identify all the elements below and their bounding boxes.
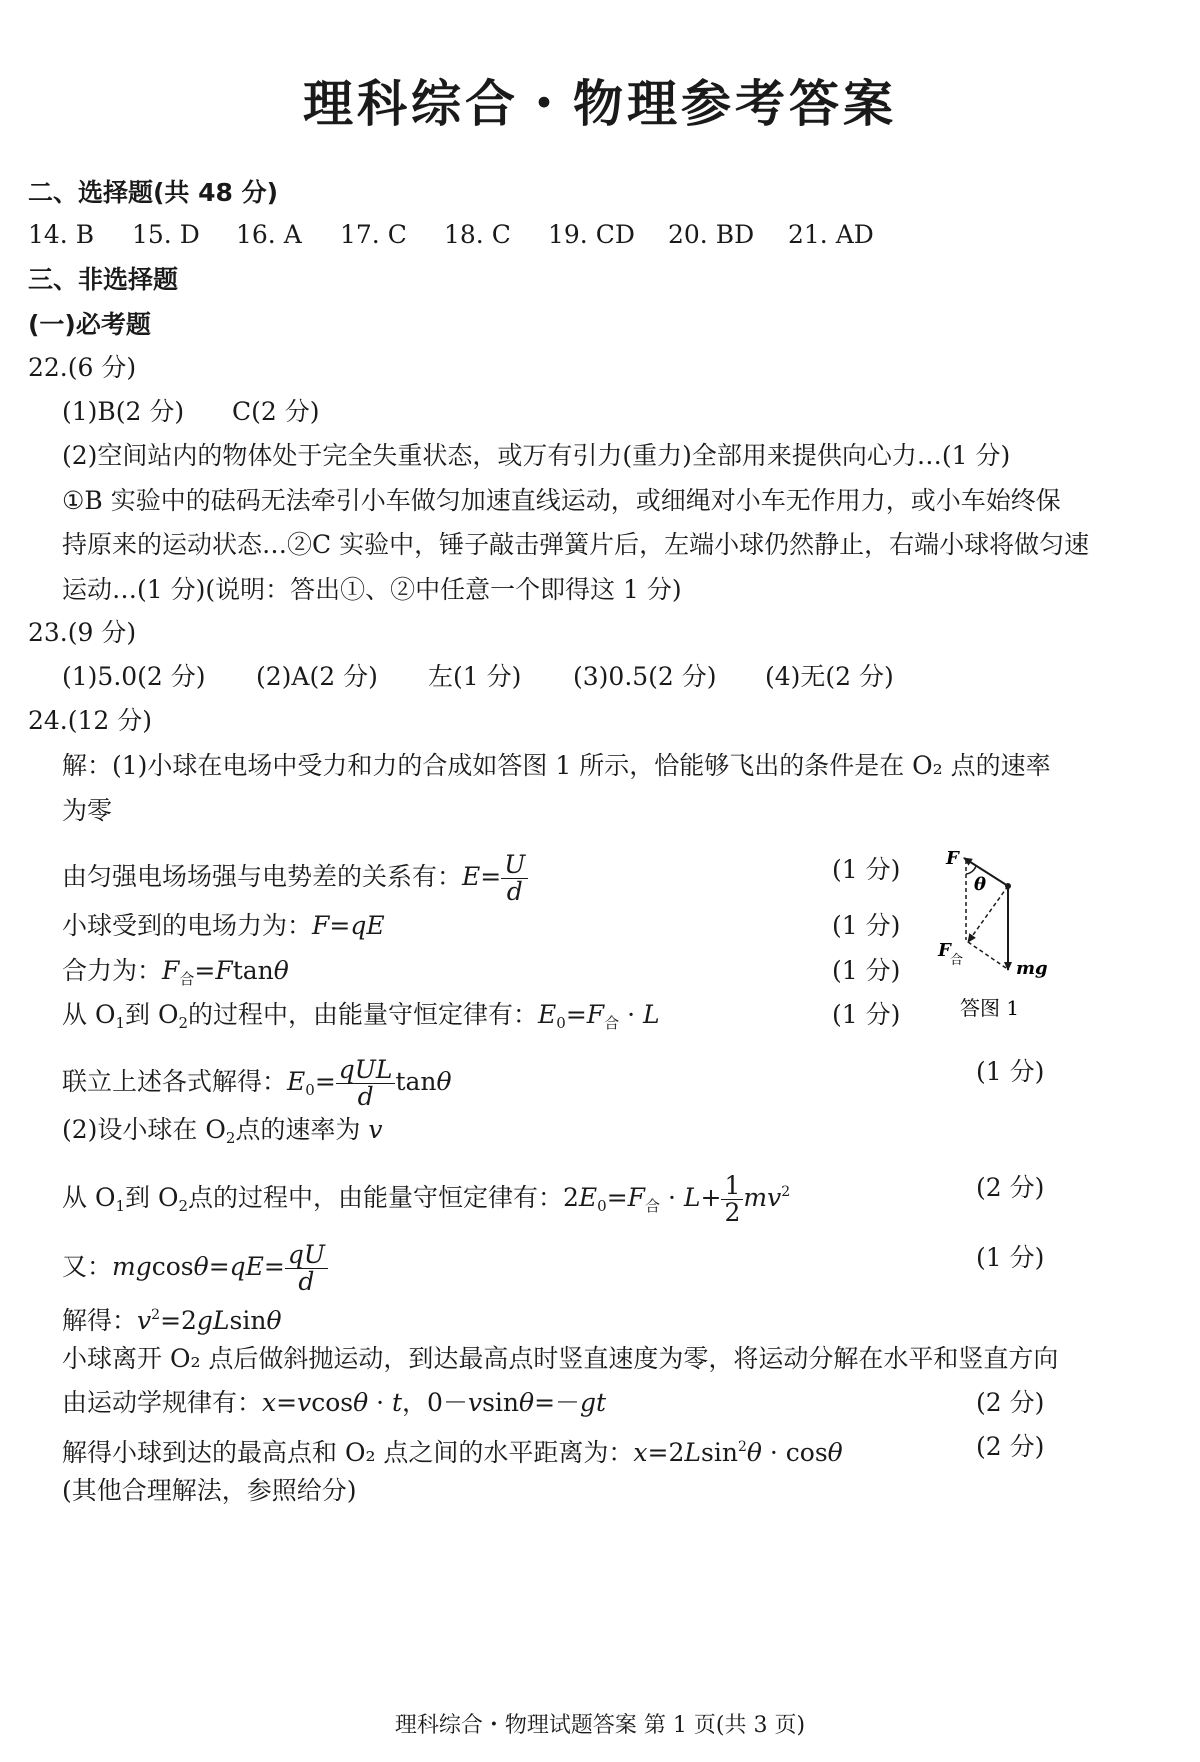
q22-part3-line2: 持原来的运动状态…②C 实验中，锤子敲击弹簧片后，左端小球仍然静止，右端小球将做匀速 [62, 530, 1090, 559]
choice-18: 18. C [444, 220, 511, 249]
section-3-subheading: (一)必考题 [28, 310, 151, 339]
q24-intro-line2: 为零 [62, 796, 113, 825]
page-footer: 理科综合・物理试题答案 第 1 页(共 3 页) [394, 1713, 806, 1738]
label-f-resultant: F [938, 940, 951, 961]
q24-eq-solve-1: 联立上述各式解得：$E_0=$ $\frac{\text{qUL}}{d}$ tanθ [62, 1055, 452, 1111]
choice-17: 17. C [340, 220, 407, 249]
q24-eq-kinematics: 由运动学规律有：x=vcosθ · t，0－vsinθ=－gt [62, 1388, 607, 1417]
q24-eq-field: 由匀强电场场强与电势差的关系有：E= $\frac{U}{d}$ [62, 852, 528, 905]
q22-part3-line3: 运动…(1 分)(说明：答出①、②中任意一个即得这 1 分) [62, 575, 682, 604]
q24-note: (其他合理解法，参照给分) [62, 1476, 357, 1505]
fraction-qul-over-d: $\frac{\text{qUL}}{d}$ [336, 1057, 396, 1110]
q24-eq-resultant: 合力为：$F_合=Ftan\theta$ [62, 956, 289, 988]
choice-16: 16. A [236, 220, 302, 249]
label-mg: mg [1016, 958, 1048, 979]
q24-score-5: (1 分) [976, 1057, 1045, 1086]
label-he: 合 [950, 953, 964, 968]
q24-score-1: (1 分) [832, 855, 901, 884]
q24-score-7: (1 分) [976, 1243, 1045, 1272]
figure-caption: 答图 1 [960, 996, 1020, 1020]
q24-projectile-text: 小球离开 O₂ 点后做斜抛运动，到达最高点时竖直速度为零，将运动分解在水平和竖直方向 [62, 1344, 1059, 1373]
q24-part2-intro: (2)设小球在 $O_2$点的速率为 v [62, 1115, 383, 1147]
q24-eq-energy-2: 从 $O_1$到 $O_2$点的过程中，由能量守恒定律有：$2E_0=F_合 \cdot L+$ $\frac{1}{2}$ $mv^2$ [62, 1171, 791, 1227]
q24-score-4: (1 分) [832, 1000, 901, 1029]
section-3-heading: 三、非选择题 [28, 265, 179, 294]
angle-arc [966, 866, 976, 874]
q23-answer-4: (3)0.5(2 分) [573, 662, 717, 691]
q22-part1-a: (1)B(2 分) [62, 397, 185, 426]
q24-score-9: (2 分) [976, 1432, 1045, 1461]
q24-eq-distance: 解得小球到达的最高点和 O₂ 点之间的水平距离为：x=2Lsin$^2$θ · cosθ [62, 1438, 843, 1467]
label-theta: θ [974, 874, 987, 895]
q23-answer-5: (4)无(2 分) [765, 662, 894, 691]
dashed-helper-diagonal [968, 942, 1006, 968]
q23-answer-3: 左(1 分) [428, 662, 522, 691]
particle-dot [1005, 883, 1011, 889]
fraction-one-half: $\frac{1}{2}$ [721, 1173, 743, 1226]
q22-heading: 22.(6 分) [28, 353, 137, 382]
q23-answer-1: (1)5.0(2 分) [62, 662, 206, 691]
q24-score-8: (2 分) [976, 1388, 1045, 1417]
q24-score-3: (1 分) [832, 956, 901, 985]
fraction-qu-over-d: $\frac{qU}{d}$ [285, 1242, 328, 1295]
fraction-u-over-d: $\frac{U}{d}$ [501, 852, 528, 905]
q24-eq-energy-1: 从 $O_1$到 $O_2$的过程中，由能量守恒定律有：$E_0=F_合 \cdot L$ [62, 1000, 660, 1032]
q23-heading: 23.(9 分) [28, 618, 137, 647]
q24-eq-balance: 又：mgcosθ=qE= $\frac{qU}{d}$ [62, 1242, 328, 1295]
q24-score-2: (1 分) [832, 911, 901, 940]
choice-15: 15. D [132, 220, 200, 249]
q23-answers [62, 662, 894, 692]
q24-intro-line1: 解：(1)小球在电场中受力和力的合成如答图 1 所示，恰能够飞出的条件是在 O₂ 点的速率 [62, 751, 1051, 780]
q23-answer-2: (2)A(2 分) [256, 662, 378, 691]
choice-21: 21. AD [788, 220, 874, 249]
section-2-heading: 二、选择题(共 48 分) [28, 178, 279, 207]
q24-heading: 24.(12 分) [28, 706, 153, 735]
page-title: 理科综合・物理参考答案 [303, 75, 897, 133]
q24-eq-velocity: 解得：$v^2=2gLsin\theta$ [62, 1306, 282, 1335]
q22-part1-b: C(2 分) [232, 397, 320, 426]
label-f: F [946, 848, 959, 869]
choice-19: 19. CD [548, 220, 635, 249]
choice-20: 20. BD [668, 220, 755, 249]
q22-part3-line1: ①B 实验中的砝码无法牵引小车做匀加速直线运动，或细绳对小车无作用力，或小车始终保 [62, 486, 1061, 515]
choice-row [28, 220, 874, 250]
force-diagram [930, 840, 1070, 1030]
q22-part1 [62, 397, 320, 427]
q24-score-6: (2 分) [976, 1173, 1045, 1202]
q24-eq-force: 小球受到的电场力为：F=qE [62, 911, 385, 940]
choice-14: 14. B [28, 220, 95, 249]
q22-part2: (2)空间站内的物体处于完全失重状态，或万有引力(重力)全部用来提供向心力…(1 分) [62, 441, 1011, 470]
